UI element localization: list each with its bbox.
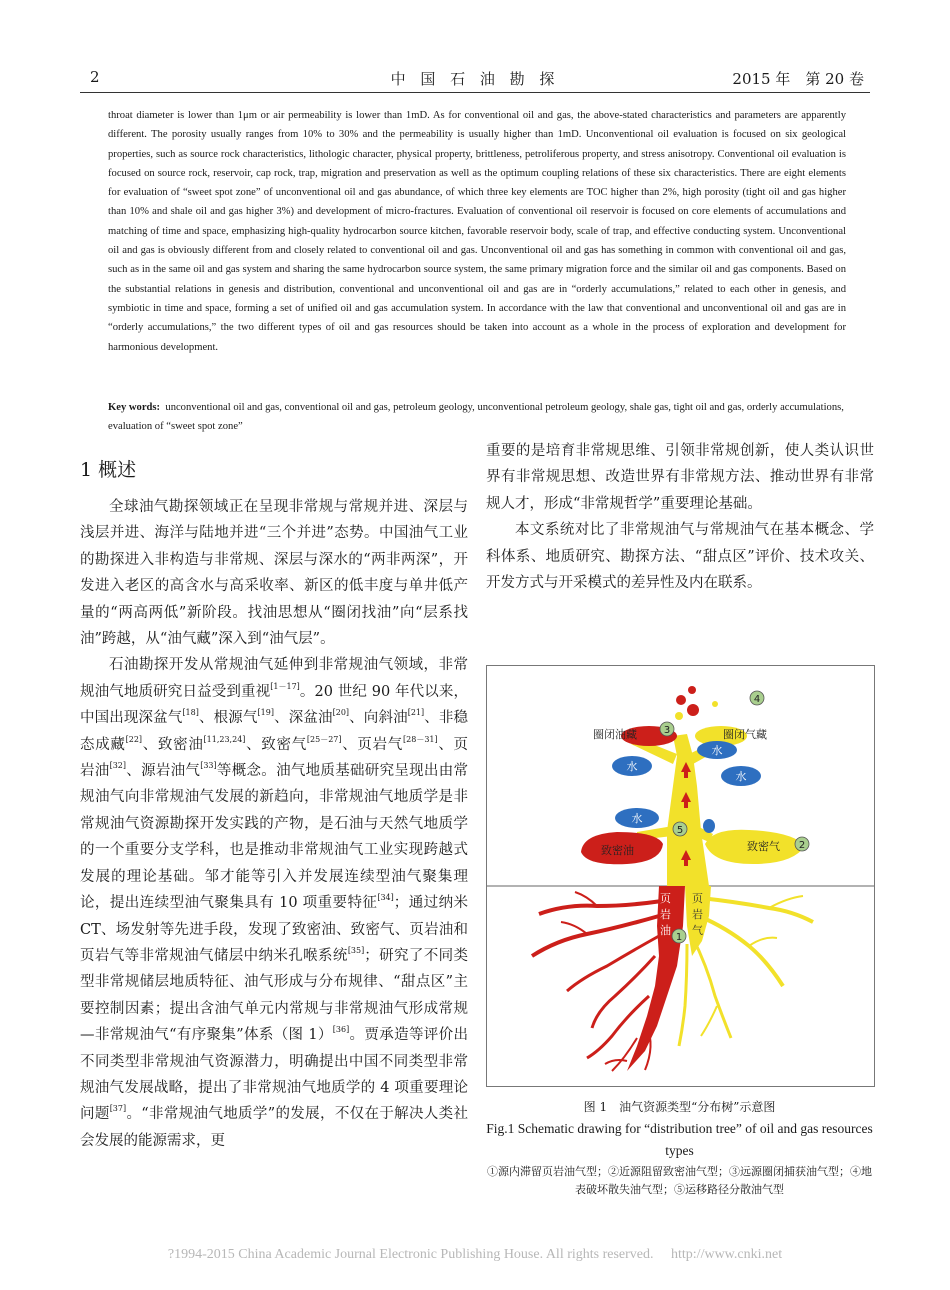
- label-water: 水: [626, 760, 638, 773]
- shale-oil-char-2: 岩: [660, 908, 671, 921]
- label-water: 水: [735, 770, 747, 783]
- paragraph: 全球油气勘探领域正在呈现非常规与常规并进、深层与浅层并进、海洋与陆地并进“三个并进”态势。中国油气工业的勘探进入非构造与非常规、深层与深水的“两非两深”，开发进入老区的高含水与高采收率、新区的低丰度与单井低产量的“两高两低”新阶段。找油思想从“圈闭找油”向“层系找油”跨越，从“油气藏”深入到“油气层”。: [80, 499, 468, 648]
- shale-gas-char-2: 岩: [692, 908, 703, 921]
- journal-title: 中 国 石 油 勘 探: [390, 70, 560, 88]
- figure-caption-en: Fig.1 Schematic drawing for “distribution tree” of oil and gas resources types: [486, 1121, 873, 1158]
- citation: [37]: [109, 1104, 127, 1114]
- label-tight-oil: 致密油: [601, 844, 634, 857]
- marker-3-label: 3: [663, 725, 671, 736]
- paragraph: 本文系统对比了非常规油气与常规油气在基本概念、学科体系、地质研究、勘探方法、“甜点区”评价、技术攻关、开发方式与开采模式的差异性及内在联系。: [486, 522, 874, 592]
- marker-2-label: 2: [798, 840, 806, 851]
- running-header: [80, 64, 870, 93]
- escaping-droplets: [676, 686, 699, 716]
- citation: [22]: [125, 734, 143, 744]
- right-column: [486, 438, 874, 596]
- droplet-gas-1: [675, 712, 683, 720]
- label-trap-gas: 圈闭气藏: [723, 728, 767, 741]
- label-trap-oil: 圈闭油藏: [593, 728, 637, 741]
- figure-distribution-tree: [486, 665, 875, 1087]
- shale-oil-char-3: 油: [660, 924, 671, 937]
- label-shale-oil-vertical: [660, 892, 671, 937]
- keywords-label: Key words:: [108, 402, 161, 413]
- label-water: 水: [711, 744, 723, 757]
- page-number: 2: [90, 68, 100, 86]
- abstract-text: throat diameter is lower than 1μm or air permeability is lower than 1mD. As for conventional oil and gas, the above-stated characteristics and parameters are apparently different. The porosity usually ranges from 10% to 30% and the permeability is usually higher than 1mD. Unconventional oil evaluation is focused on six geological properties, such as source rock characteristics, lithologic character, physical property, brittleness, petroliferous property, and stress anisotropy. Conventional oil evaluation is focused on source rock, reservoir, cap rock, trap, migration and preservation as well as the optimum coupling relations of these six characteristics. There are eight elements for evaluation of “sweet spot zone” of unconventional oil and gas abundance, of which three key elements are TOC higher than 2%, high porosity (tight oil and gas higher than 10% and shale oil and gas higher 3%) and development of micro-fractures. Evaluation of conventional oil reservoir is focused on core elements of accumulations and matching of time and space, emphasizing high-quality hydrocarbon source kitchen, favorable reservoir body, scale of trap, and effective conducting system. Unconventional oil and gas is obviously different from and closely related to conventional oil and gas. Unconventional oil and gas has something in common with conventional oil and gas, such as in the same oil and gas system and sharing the same hydrocarbon source system, the same primary migration force and the similar oil and gas components. Based on the substantial relations in genesis and distribution, conventional and unconventional oil and gas are in “orderly accumulations,” related to each other in genesis, and symbiotic in time and space, forming a set of unified oil and gas accumulation system. In accordance with the law that conventional and unconventional oil and gas are in “orderly accumulations,” the two different types of oil and gas resources should be taken into account as a whole in the process of exploration and development for harmonious development.: [108, 110, 846, 353]
- citation: [33]: [200, 761, 217, 771]
- paragraph: 石油勘探开发从常规油气延伸到非常规油气领域，非常规油气地质研究日益受到重视[1－17]。20 世纪 90 年代以来，中国出现深盆气[18]、根源气[19]、深盆油[20]、向斜油[21]、非稳态成藏[22]、致密油[11,23,24]、致密气[25－27]、页岩气[28－31]、页岩油[32]、源岩油气[33]等概念。油气地质基础研究呈现出由常规油气向非常规油气发展的新趋向，非常规油气地质学是非常规油气资源勘探开发实践的产物，是石油与天然气地质学的一个重要分支学科，也是推动非常规油气工业实现跨越式发展的理论基础。邹才能等引入并发展连续型油气聚集理论，提出连续型油气聚集具有 10 项重要特征[34]；通过纳米 CT、场发射等先进手段，发现了致密油、致密气、页岩油和页岩气等非常规油气储层中纳米孔喉系统[35]；研究了不同类型非常规储层地质特征、油气形成与分布规律、“甜点区”主要控制因素；提出含油气单元内常规与非常规油气形成常规—非常规油气“有序聚集”体系（图 1）[36]。贾承造等评价出不同类型非常规油气资源潜力，明确提出中国不同类型非常规油气发展战略，提出了非常规油气地质学的 4 项重要理论问题[37]。“非常规油气地质学”的发展，不仅在于解决人类社会发展的能源需求，更: [80, 657, 469, 1149]
- marker-4-label: 4: [753, 694, 761, 705]
- shale-gas-char-3: 气: [692, 924, 703, 937]
- marker-1-label: 1: [675, 932, 683, 943]
- citation: [34]: [377, 893, 394, 903]
- droplet-gas-2: [712, 701, 718, 707]
- citation: [19]: [257, 708, 274, 718]
- label-tight-gas: 致密气: [747, 840, 780, 853]
- label-shale-gas-vertical: [692, 892, 703, 937]
- citation: [35]: [347, 945, 365, 955]
- citation: [28－31]: [403, 734, 438, 744]
- citation: [21]: [407, 708, 425, 718]
- marker-5-label: 5: [676, 825, 684, 836]
- citation: [18]: [182, 708, 199, 718]
- section-heading: 1 概述: [80, 459, 137, 481]
- label-water: 水: [631, 812, 643, 825]
- citation: [1－17]: [270, 681, 300, 691]
- figure-caption-cn: 图 1 油气资源类型“分布树”示意图: [583, 1100, 776, 1114]
- citation: [20]: [332, 708, 350, 718]
- shale-oil-char-1: 页: [660, 892, 671, 905]
- copyright-footer: ?1994-2015 China Academic Journal Electronic Publishing House. All rights reserved. http://www.cnki.net: [167, 1247, 783, 1262]
- escape-blob: [703, 819, 715, 833]
- keywords-text: unconventional oil and gas, conventional oil and gas, petroleum geology, unconventional petroleum geology, shale gas, tight oil and gas, orderly accumulations, evaluation of “sweet spot zone”: [108, 402, 844, 433]
- left-column: [80, 494, 468, 1154]
- citation: [11,23,24]: [203, 734, 246, 744]
- shale-gas-char-1: 页: [692, 892, 703, 905]
- figure-legend: ①源内滞留页岩油气型；②近源阻留致密油气型；③远源圈闭捕获油气型；④地表破坏散失油气型；⑤运移路径分散油气型: [487, 1165, 872, 1196]
- keywords: [108, 398, 846, 437]
- distribution-tree-diagram: [487, 666, 874, 1086]
- citation: [25－27]: [306, 734, 342, 744]
- citation: [32]: [109, 761, 126, 771]
- paragraph: 重要的是培育非常规思维、引领非常规创新，使人类认识世界有非常规思想、改造世界有非常规方法、推动世界有非常规人才，形成“非常规哲学”重要理论基础。: [486, 443, 874, 512]
- issue-info: 2015 年 第 20 卷: [732, 70, 864, 88]
- citation: [36]: [332, 1025, 350, 1035]
